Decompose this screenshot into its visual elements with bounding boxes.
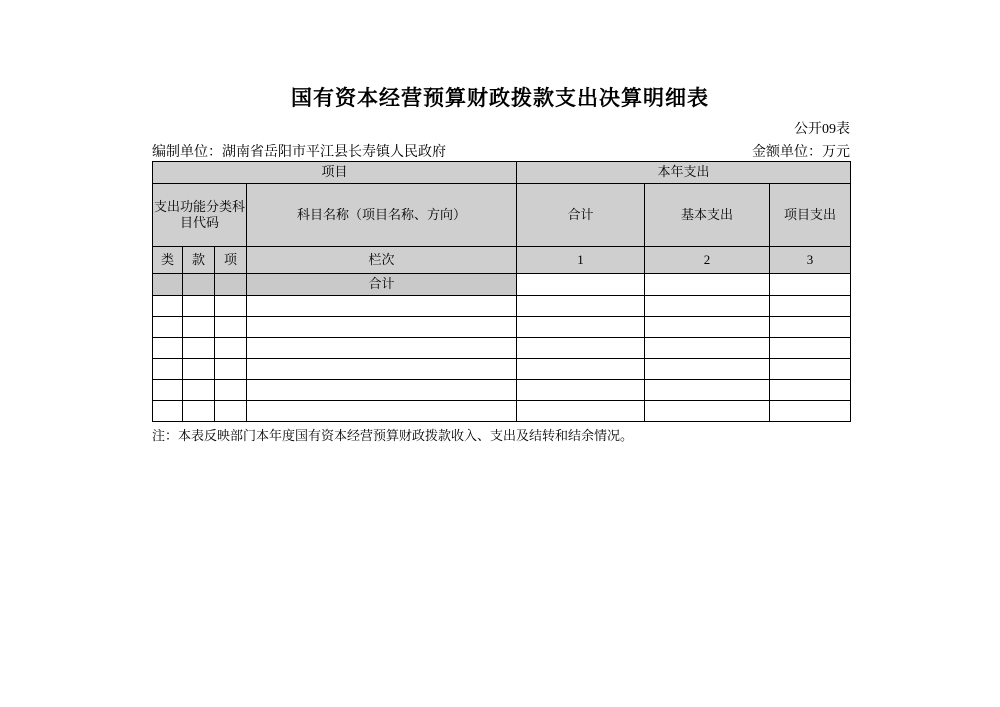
column-header-total: 合计 (517, 184, 645, 247)
cell-project[interactable] (770, 380, 851, 401)
column-header-basic: 基本支出 (645, 184, 770, 247)
cell-subject-name[interactable] (247, 296, 517, 317)
cell-kuan[interactable] (183, 401, 215, 422)
code-subheader-xiang: 项 (215, 247, 247, 274)
cell-total[interactable] (517, 401, 645, 422)
column-number-1: 1 (517, 247, 645, 274)
cell-xiang[interactable] (215, 338, 247, 359)
total-row-xiang (215, 274, 247, 296)
amount-unit-label: 金额单位： (752, 145, 822, 160)
form-code: 公开09表 (794, 122, 850, 137)
cell-subject-name[interactable] (247, 338, 517, 359)
cell-lei[interactable] (153, 359, 183, 380)
group-header-current-year: 本年支出 (517, 162, 851, 184)
column-header-project: 项目支出 (770, 184, 851, 247)
cell-total[interactable] (517, 317, 645, 338)
table-row (153, 380, 851, 401)
cell-project[interactable] (770, 338, 851, 359)
code-subheader-kuan: 款 (183, 247, 215, 274)
cell-kuan[interactable] (183, 380, 215, 401)
compiler-value: 湖南省岳阳市平江县长寿镇人民政府 (222, 145, 446, 160)
cell-project[interactable] (770, 359, 851, 380)
total-row-project[interactable] (770, 274, 851, 296)
table-total-row (153, 274, 851, 296)
cell-xiang[interactable] (215, 401, 247, 422)
table-row (153, 359, 851, 380)
table-row (153, 338, 851, 359)
table-column-number-row (153, 247, 851, 274)
cell-subject-name[interactable] (247, 359, 517, 380)
column-header-function-code: 支出功能分类科目代码 (153, 184, 247, 247)
table-note: 注：本表反映部门本年度国有资本经营预算财政拨款收入、支出及结转和结余情况。 (152, 428, 634, 443)
cell-xiang[interactable] (215, 296, 247, 317)
column-header-subject-name: 科目名称（项目名称、方向） (247, 184, 517, 247)
amount-unit-value: 万元 (822, 145, 850, 160)
column-number-2: 2 (645, 247, 770, 274)
cell-total[interactable] (517, 380, 645, 401)
cell-lei[interactable] (153, 380, 183, 401)
code-subheader-lei: 类 (153, 247, 183, 274)
cell-kuan[interactable] (183, 338, 215, 359)
expenditure-table (152, 161, 851, 422)
cell-xiang[interactable] (215, 317, 247, 338)
cell-lei[interactable] (153, 338, 183, 359)
table-group-header-row (153, 162, 851, 184)
row-label-column: 栏次 (247, 247, 517, 274)
table-column-header-row (153, 184, 851, 247)
column-number-3: 3 (770, 247, 851, 274)
total-row-kuan (183, 274, 215, 296)
total-row-total[interactable] (517, 274, 645, 296)
cell-lei[interactable] (153, 296, 183, 317)
cell-kuan[interactable] (183, 317, 215, 338)
cell-xiang[interactable] (215, 380, 247, 401)
cell-basic[interactable] (645, 317, 770, 338)
cell-xiang[interactable] (215, 359, 247, 380)
cell-lei[interactable] (153, 401, 183, 422)
cell-subject-name[interactable] (247, 401, 517, 422)
cell-basic[interactable] (645, 401, 770, 422)
cell-project[interactable] (770, 401, 851, 422)
total-row-basic[interactable] (645, 274, 770, 296)
page-title: 国有资本经营预算财政拨款支出决算明细表 (291, 86, 709, 110)
cell-basic[interactable] (645, 359, 770, 380)
cell-total[interactable] (517, 338, 645, 359)
cell-total[interactable] (517, 296, 645, 317)
cell-project[interactable] (770, 296, 851, 317)
cell-basic[interactable] (645, 338, 770, 359)
cell-subject-name[interactable] (247, 380, 517, 401)
group-header-project: 项目 (153, 162, 517, 184)
cell-total[interactable] (517, 359, 645, 380)
cell-basic[interactable] (645, 296, 770, 317)
total-row-label: 合计 (247, 274, 517, 296)
compiler-unit (152, 141, 446, 161)
table-row (153, 296, 851, 317)
cell-subject-name[interactable] (247, 317, 517, 338)
table-row (153, 401, 851, 422)
cell-kuan[interactable] (183, 359, 215, 380)
cell-project[interactable] (770, 317, 851, 338)
total-row-lei (153, 274, 183, 296)
cell-lei[interactable] (153, 317, 183, 338)
amount-unit (752, 141, 850, 161)
table-row (153, 317, 851, 338)
compiler-label: 编制单位： (152, 145, 222, 160)
cell-kuan[interactable] (183, 296, 215, 317)
cell-basic[interactable] (645, 380, 770, 401)
